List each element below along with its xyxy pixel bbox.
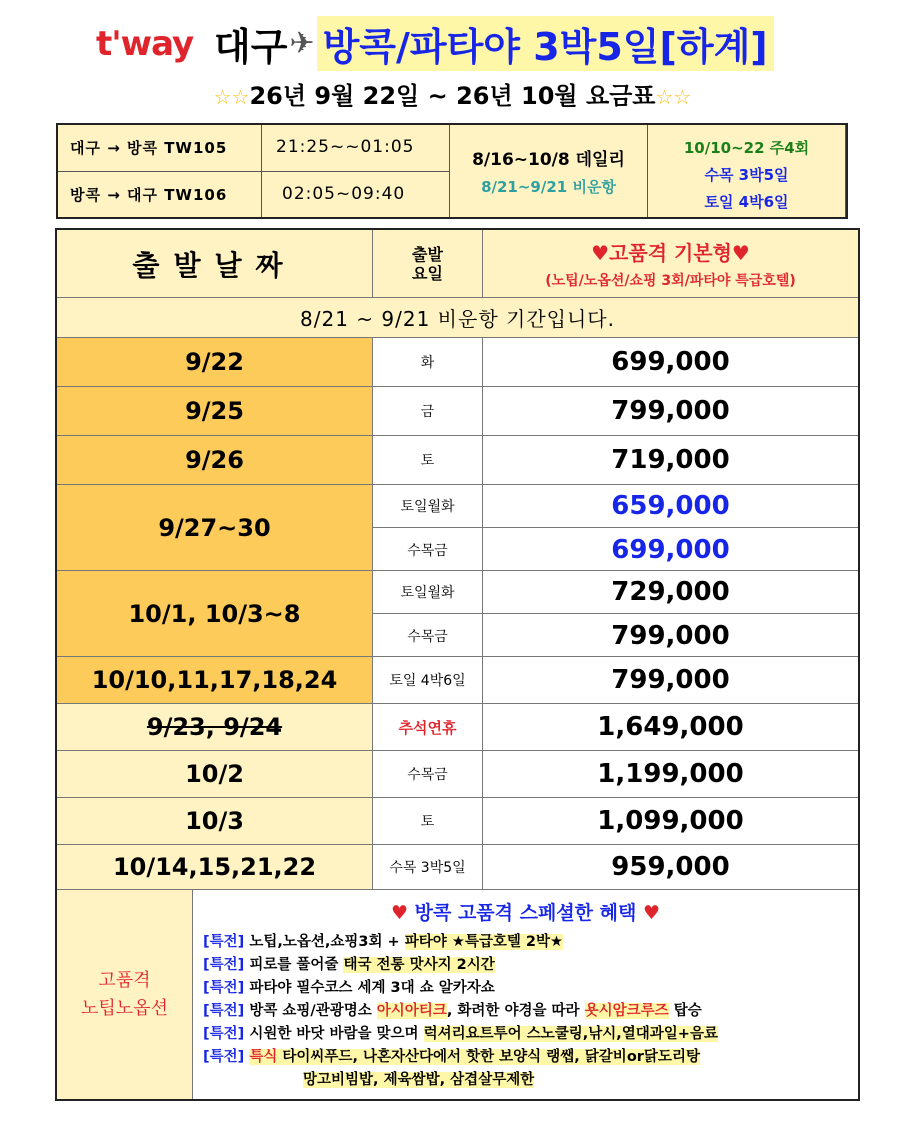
table-row bbox=[57, 387, 858, 436]
row-price: 959,000 bbox=[611, 852, 730, 882]
table-row bbox=[57, 798, 858, 845]
header-day-line2: 요일 bbox=[412, 263, 443, 283]
row-day: 수목금 bbox=[373, 614, 483, 657]
table-row-group bbox=[57, 571, 858, 657]
table-row bbox=[57, 845, 858, 890]
row-date: 9/26 bbox=[57, 436, 373, 484]
extra-schedule bbox=[648, 125, 846, 217]
special-body bbox=[203, 898, 848, 1092]
row-date: 10/3 bbox=[57, 798, 373, 844]
daily-period: 8/16~10/8 데일리 bbox=[472, 150, 625, 170]
row-price: 729,000 bbox=[611, 577, 730, 607]
sub-row bbox=[373, 571, 858, 614]
row-price: 699,000 bbox=[611, 347, 730, 377]
outbound-time: 21:25~~01:05 bbox=[262, 125, 450, 172]
row-day: 토 bbox=[373, 436, 483, 484]
suspended-period: 8/21~9/21 비운항 bbox=[481, 178, 616, 196]
benefit-line bbox=[203, 1069, 848, 1092]
benefit-line bbox=[203, 1000, 848, 1023]
row-date: 9/22 bbox=[57, 338, 373, 386]
table-row bbox=[57, 436, 858, 485]
benefit-text: 파타야 필수코스 세계 3대 쇼 알카자쇼 bbox=[249, 980, 495, 996]
benefit-line bbox=[203, 1023, 848, 1046]
star-icon: ☆☆ bbox=[213, 85, 250, 109]
heart-icon: ♥ bbox=[390, 902, 408, 924]
inbound-route: 방콕 → 대구 TW106 bbox=[58, 172, 262, 217]
benefit-text: 망고비빔밥, 제육쌈밥, 삼겹살무제한 bbox=[303, 1072, 535, 1088]
table-header bbox=[57, 230, 858, 298]
benefit-tag: [특전] bbox=[203, 1026, 245, 1042]
row-price: 799,000 bbox=[611, 665, 730, 695]
inbound-time: 02:05~09:40 bbox=[262, 172, 450, 217]
row-day: 토일월화 bbox=[373, 485, 483, 527]
row-date: 10/1, 10/3~8 bbox=[57, 571, 373, 656]
benefit-text: 시원한 바닷 바람을 맞으며 bbox=[249, 1026, 424, 1042]
row-price: 799,000 bbox=[611, 396, 730, 426]
plane-icon: ✈ bbox=[289, 25, 315, 61]
benefit-line bbox=[203, 977, 848, 1000]
row-date: 10/2 bbox=[57, 751, 373, 797]
header-product-sub: (노팁/노옵션/쇼핑 3회/파타야 특급호텔) bbox=[545, 273, 796, 289]
special-label-line2: 노팁노옵션 bbox=[81, 997, 168, 1019]
table-row-group bbox=[57, 485, 858, 571]
row-day: 토일 4박6일 bbox=[373, 657, 483, 703]
row-day: 추석연휴 bbox=[373, 704, 483, 750]
row-day: 수목금 bbox=[373, 528, 483, 571]
benefit-tag: [특전] bbox=[203, 1003, 245, 1019]
row-day: 토일월화 bbox=[373, 571, 483, 613]
page-header bbox=[0, 14, 905, 72]
row-price: 719,000 bbox=[611, 445, 730, 475]
row-price: 1,649,000 bbox=[597, 712, 744, 742]
benefit-line bbox=[203, 954, 848, 977]
benefit-highlight: 특식 bbox=[249, 1049, 278, 1065]
operation-period bbox=[450, 125, 648, 217]
special-title-text: 방콕 고품격 스페셜한 혜택 bbox=[414, 902, 637, 924]
benefit-text: , 화려한 야경을 따라 bbox=[446, 1003, 585, 1019]
benefit-line bbox=[203, 931, 848, 954]
row-day: 금 bbox=[373, 387, 483, 435]
benefit-line bbox=[203, 1046, 848, 1069]
star-icon: ☆☆ bbox=[655, 85, 692, 109]
page-title bbox=[214, 18, 774, 68]
benefit-highlight: 욧시암크루즈 bbox=[584, 1003, 669, 1019]
special-label-line1: 고품격 bbox=[98, 969, 151, 991]
page-subtitle bbox=[0, 76, 905, 111]
row-date: 10/10,11,17,18,24 bbox=[57, 657, 373, 703]
title-origin: 대구 bbox=[214, 24, 288, 69]
benefit-text: 타이씨푸드, 나혼자산다에서 핫한 보양식 랭쌥, 닭갈비or닭도리탕 bbox=[277, 1049, 700, 1065]
flight-schedule bbox=[56, 123, 848, 219]
benefit-tag: [특전] bbox=[203, 957, 245, 973]
table-row bbox=[57, 751, 858, 798]
benefit-highlight: 태국 전통 맛사지 2시간 bbox=[343, 957, 495, 973]
title-destination: 방콕/파타야 3박5일[하계] bbox=[317, 16, 774, 71]
row-price: 699,000 bbox=[611, 534, 730, 565]
benefit-text: 노팁,노옵션,쇼핑3회 + bbox=[249, 934, 405, 950]
table-row bbox=[57, 657, 858, 704]
notice-row: 8/21 ~ 9/21 비운항 기간입니다. bbox=[57, 298, 858, 338]
row-day: 화 bbox=[373, 338, 483, 386]
row-day: 토 bbox=[373, 798, 483, 844]
benefit-highlight: 파타야 ★특급호텔 2박★ bbox=[404, 934, 564, 950]
table-row bbox=[57, 338, 858, 387]
benefit-text: 방콕 쇼핑/관광명소 bbox=[249, 1003, 377, 1019]
extra-line-2: 수목 3박5일 bbox=[704, 166, 789, 184]
row-price: 1,199,000 bbox=[597, 759, 744, 789]
row-date: 9/25 bbox=[57, 387, 373, 435]
row-price: 1,099,000 bbox=[597, 806, 744, 836]
header-day-line1: 출발 bbox=[412, 244, 443, 264]
row-date: 10/14,15,21,22 bbox=[57, 845, 373, 889]
row-date: 9/23, 9/24 bbox=[57, 704, 373, 750]
header-product-title: ♥고품격 기본형♥ bbox=[591, 241, 750, 265]
row-price: 659,000 bbox=[611, 491, 730, 521]
extra-line-1: 10/10~22 주4회 bbox=[683, 139, 810, 157]
sub-row bbox=[373, 614, 858, 657]
sub-row bbox=[373, 528, 858, 571]
heart-icon: ♥ bbox=[643, 902, 661, 924]
header-day bbox=[373, 230, 483, 297]
special-title bbox=[203, 898, 848, 925]
row-day: 수목금 bbox=[373, 751, 483, 797]
row-price: 799,000 bbox=[611, 620, 730, 651]
benefit-text: 탑승 bbox=[668, 1003, 702, 1019]
benefit-tag: [특전] bbox=[203, 934, 245, 950]
header-date: 출발날짜 bbox=[57, 230, 373, 297]
extra-line-3: 토일 4박6일 bbox=[704, 193, 789, 211]
benefit-tag: [특전] bbox=[203, 1049, 245, 1065]
header-product bbox=[483, 230, 858, 297]
special-label bbox=[57, 890, 193, 1099]
subtitle-text: 26년 9월 22일 ~ 26년 10월 요금표 bbox=[249, 82, 656, 110]
row-day: 수목 3박5일 bbox=[373, 845, 483, 889]
special-benefits bbox=[57, 890, 858, 1099]
benefit-highlight: 럭셔리요트투어 스노쿨링,낚시,열대과일+음료 bbox=[423, 1026, 718, 1042]
benefit-highlight: 아시아티크 bbox=[376, 1003, 447, 1019]
row-date: 9/27~30 bbox=[57, 485, 373, 570]
tway-logo: t'way bbox=[96, 24, 194, 64]
benefit-text: 피로를 풀어줄 bbox=[249, 957, 344, 973]
table-row bbox=[57, 704, 858, 751]
outbound-route: 대구 → 방콕 TW105 bbox=[58, 125, 262, 172]
benefit-tag: [특전] bbox=[203, 980, 245, 996]
price-table bbox=[55, 228, 860, 1101]
sub-row bbox=[373, 485, 858, 528]
